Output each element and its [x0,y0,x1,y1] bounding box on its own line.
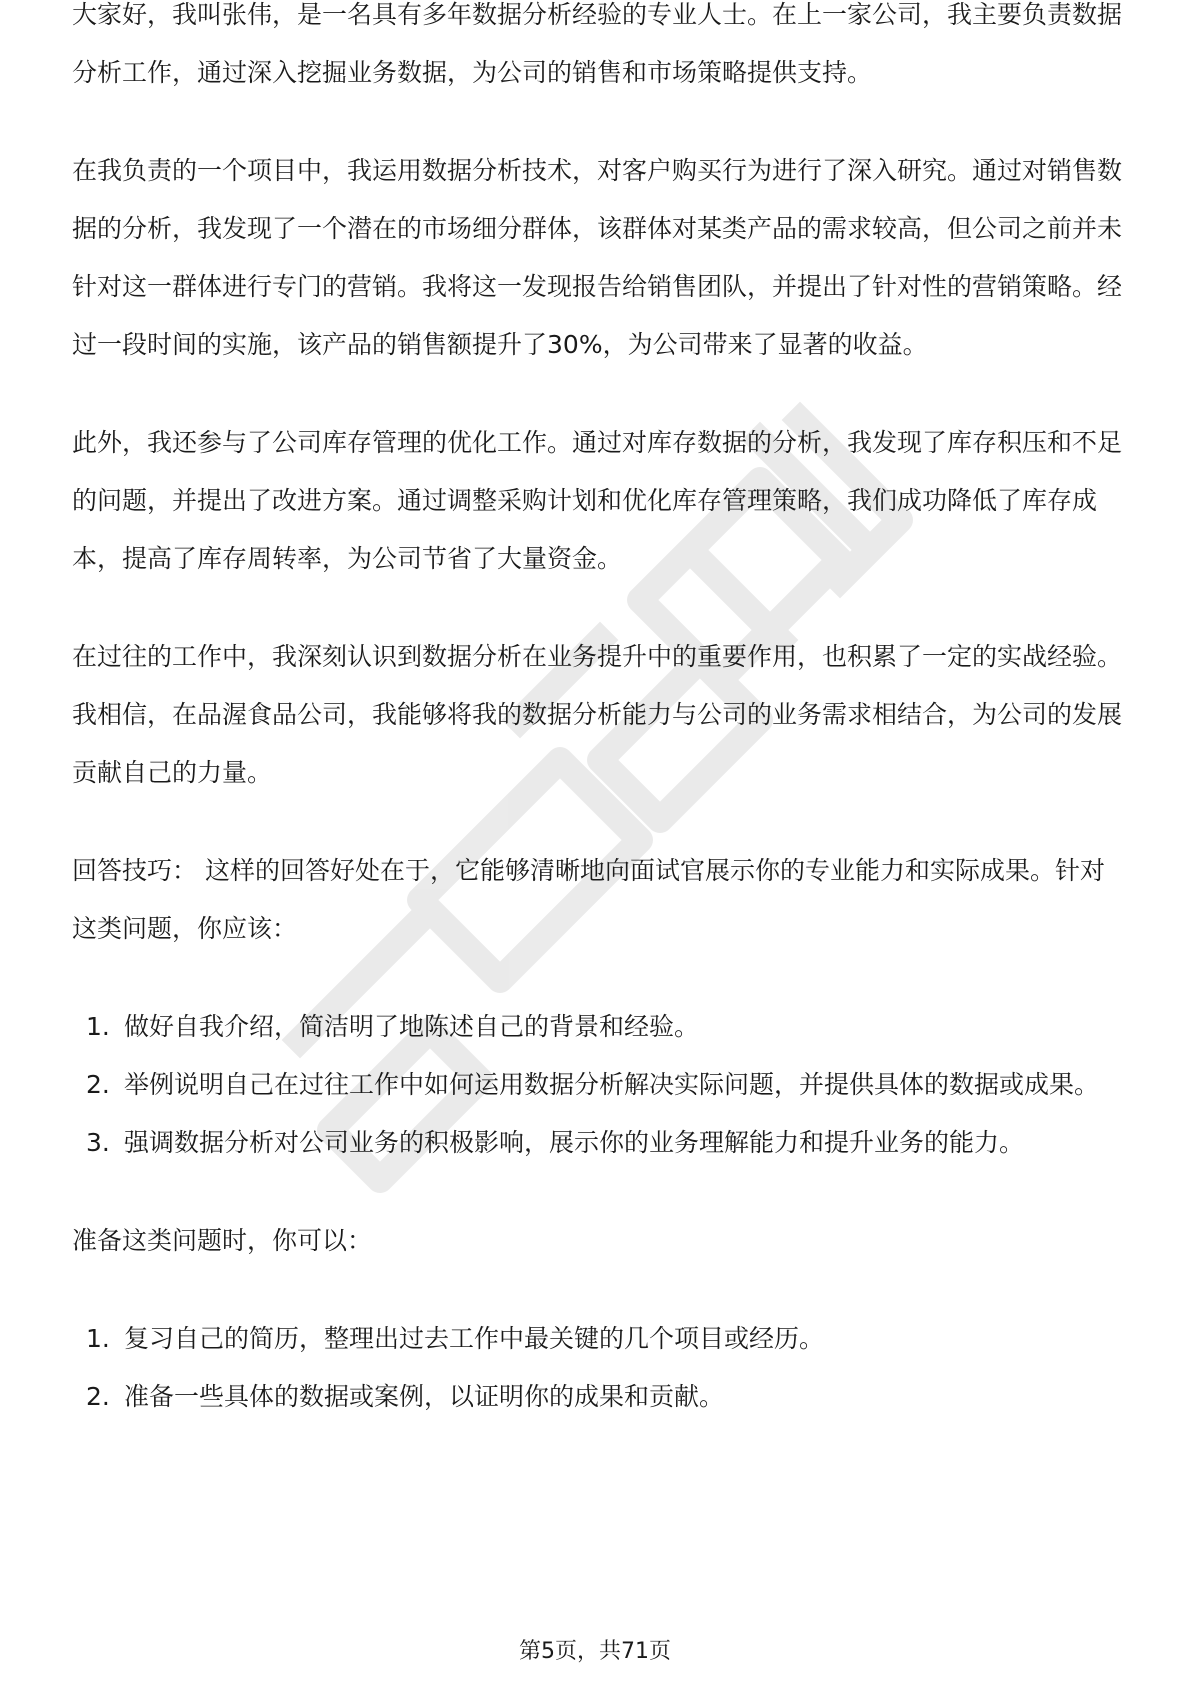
prep-list [72,1310,1122,1426]
list-item-text: 做好自我介绍，简洁明了地陈述自己的背景和经验。 [124,1012,700,1041]
list-item-text: 复习自己的简历，整理出过去工作中最关键的几个项目或经历。 [124,1324,825,1353]
document-body [72,0,1123,1466]
list-item [72,1114,1122,1172]
list-item-number: 2. [86,1070,110,1099]
paragraph-summary: 在过往的工作中，我深刻认识到数据分析在业务提升中的重要作用，也积累了一定的实战经验。我相信，在品渥食品公司，我能够将我的数据分析能力与公司的业务需求相结合，为公司的发展贡献自己的力量。 [72,642,1123,787]
list-item [72,998,1122,1056]
list-item-number: 2. [86,1382,110,1411]
list-item-number: 1. [86,1324,110,1353]
list-item-number: 3. [86,1128,110,1157]
tips-intro: 回答技巧： 这样的回答好处在于，它能够清晰地向面试官展示你的专业能力和实际成果。针对这类问题，你应该： [72,856,1105,943]
prep-intro: 准备这类问题时，你可以： [72,1226,373,1255]
list-item-text: 准备一些具体的数据或案例，以证明你的成果和贡献。 [124,1382,725,1411]
paragraph-intro: 大家好，我叫张伟，是一名具有多年数据分析经验的专业人士。在上一家公司，我主要负责数据分析工作，通过深入挖掘业务数据，为公司的销售和市场策略提供支持。 [72,0,1123,87]
list-item [72,1368,1122,1426]
paragraph-project: 在我负责的一个项目中，我运用数据分析技术，对客户购买行为进行了深入研究。通过对销售数据的分析，我发现了一个潜在的市场细分群体，该群体对某类产品的需求较高，但公司之前并未针对这一群体进行专门的营销。我将这一发现报告给销售团队，并提出了针对性的营销策略。经过一段时间的实施，该产品的销售额提升了30%，为公司带来了显著的收益。 [72,156,1123,359]
list-item [72,1310,1122,1368]
page-number-footer: 第5页，共71页 [519,1639,671,1664]
list-item-text: 举例说明自己在过往工作中如何运用数据分析解决实际问题，并提供具体的数据或成果。 [124,1070,1100,1099]
list-item [72,1056,1122,1114]
tips-list [72,998,1122,1172]
list-item-text: 强调数据分析对公司业务的积极影响，展示你的业务理解能力和提升业务的能力。 [124,1128,1025,1157]
list-item-number: 1. [86,1012,110,1041]
paragraph-inventory: 此外，我还参与了公司库存管理的优化工作。通过对库存数据的分析，我发现了库存积压和不足的问题，并提出了改进方案。通过调整采购计划和优化库存管理策略，我们成功降低了库存成本，提高了库存周转率，为公司节省了大量资金。 [72,428,1123,573]
